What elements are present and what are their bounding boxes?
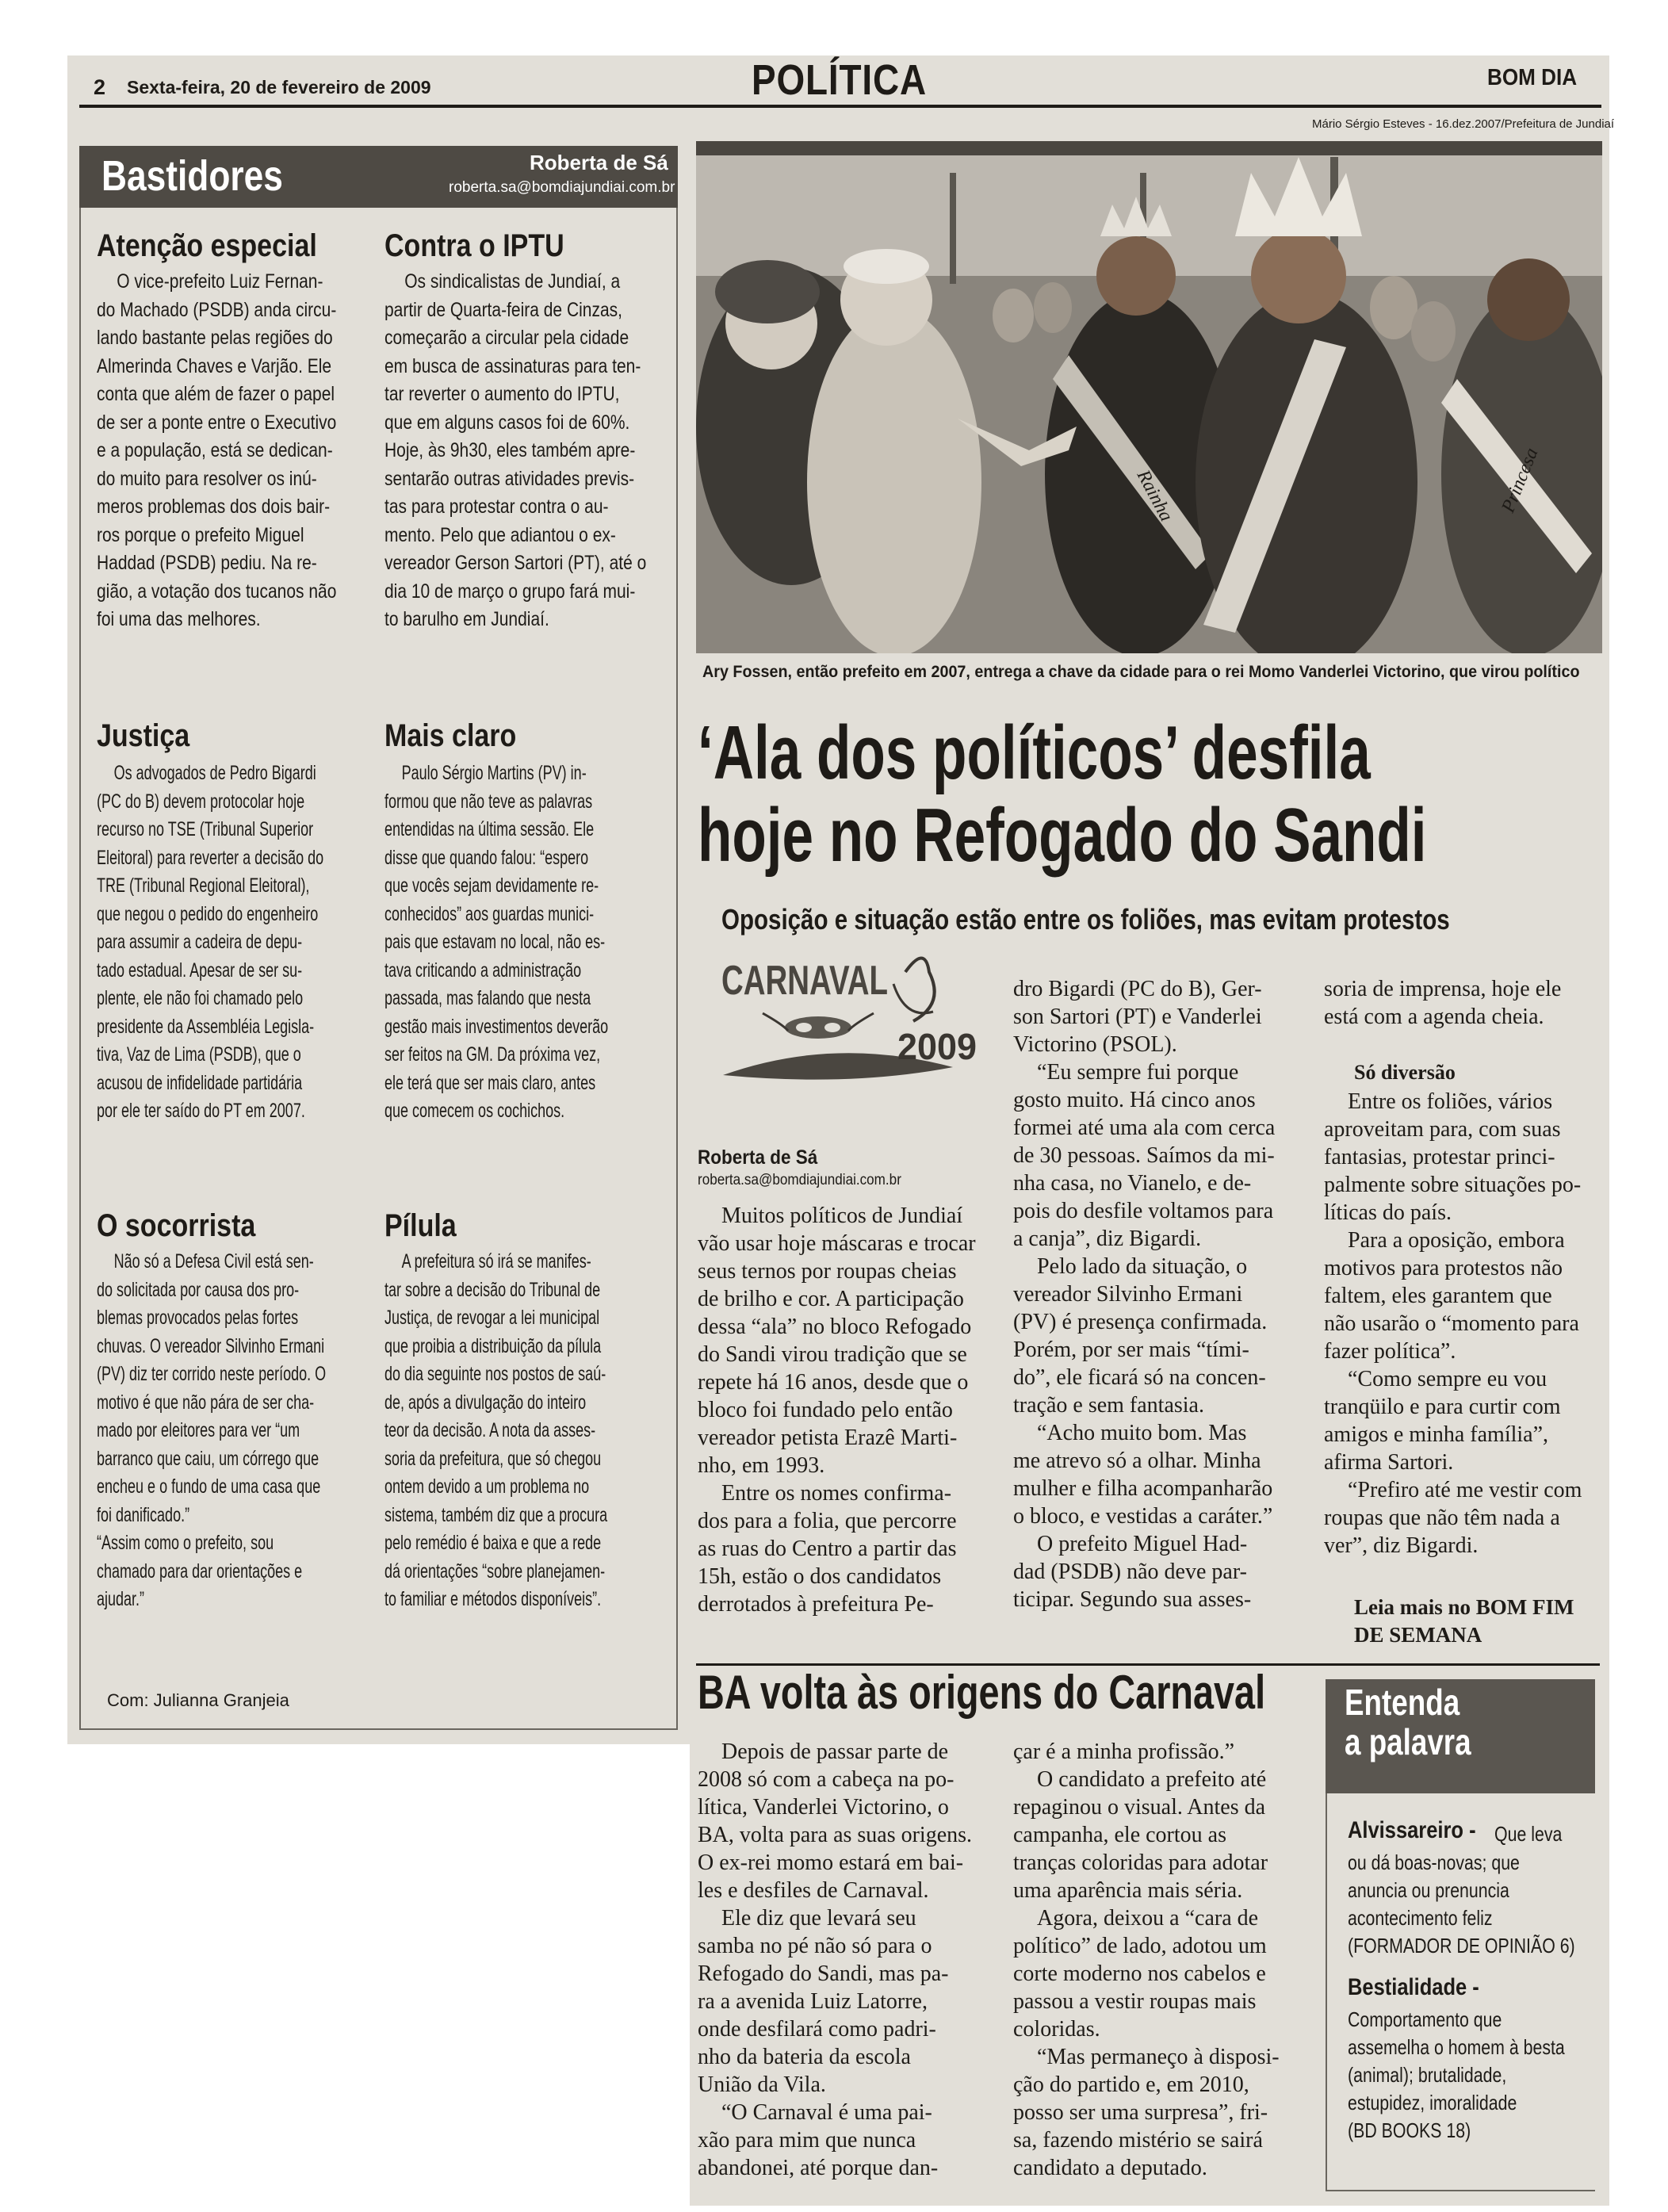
sash-princesa: Princesa — [1498, 445, 1543, 516]
sash-rainha: Rainha — [1132, 466, 1177, 526]
item-line: tiva, Vaz de Lima (PSDB), que o — [97, 1043, 301, 1066]
body-line: candidato a deputado. — [1013, 2156, 1207, 2180]
body-line: de 30 pessoas. Saímos da mi- — [1013, 1143, 1275, 1168]
item-heading: O socorrista — [97, 1208, 256, 1243]
item-line: tas para protestar contra o au- — [384, 496, 609, 518]
main-byline: Roberta de Sá — [698, 1146, 818, 1169]
main-email: roberta.sa@bomdiajundiai.com.br — [698, 1172, 901, 1188]
item-line: mado por eleitores para ver “um — [97, 1419, 300, 1441]
body-line: xão para mim que nunca — [698, 2128, 916, 2153]
item-text — [384, 268, 664, 634]
item-line: de, após a divulgação do inteiro — [384, 1391, 587, 1414]
glossary-line: acontecimento feliz — [1348, 1906, 1493, 1930]
body-line: çar é a minha profissão.” — [1013, 1739, 1235, 1764]
body-line: aproveitam para, com suas — [1324, 1117, 1561, 1142]
main-col-1 — [698, 1202, 988, 1618]
body-line: 15h, estão o dos candidatos — [698, 1564, 942, 1589]
subhead-so-diversao: Só diversão — [1354, 1061, 1456, 1084]
carnival-photo — [696, 141, 1602, 653]
main-headline — [698, 712, 1427, 877]
item-heading: Justiça — [97, 718, 190, 753]
item-line: tar sobre a decisão do Tribunal de — [384, 1278, 601, 1301]
item-text — [97, 760, 342, 1126]
body-line: lítica, Vanderlei Victorino, o — [698, 1795, 949, 1820]
item-line: do dia seguinte nos postos de saú- — [384, 1363, 606, 1385]
glossary-line: Comportamento que — [1348, 2007, 1502, 2031]
glossary-frame-bottom — [1326, 2190, 1595, 2191]
item-text — [97, 268, 337, 634]
glossary-definition — [1348, 2006, 1565, 2145]
body-line: “Mas permaneço à disposi- — [1037, 2045, 1280, 2069]
bastidores-author: Roberta de Sá — [530, 151, 668, 174]
item-line: ser feitos na GM. Da próxima vez, — [384, 1043, 601, 1066]
item-line: por ele ter saído do PT em 2007. — [97, 1100, 305, 1122]
item-line: entendidas na última sessão. Ele — [384, 818, 595, 840]
body-line: coloridas. — [1013, 2017, 1100, 2042]
item-line: encheu e o fundo de uma casa que — [97, 1475, 321, 1498]
item-line: que em alguns casos foi de 60%. — [384, 411, 630, 434]
body-line: O ex-rei momo estará em bai- — [698, 1850, 964, 1875]
item-line: do solicitada por causa dos pro- — [97, 1278, 300, 1301]
body-line: les e desfiles de Carnaval. — [698, 1878, 929, 1903]
body-line: afirma Sartori. — [1324, 1450, 1454, 1475]
body-line: não usarão o “momento para — [1324, 1311, 1579, 1336]
glossary-line: (BD BOOKS 18) — [1348, 2118, 1471, 2142]
glossary-line: anuncia ou prenuncia — [1348, 1878, 1509, 1902]
body-line: Agora, deixou a “cara de — [1037, 1906, 1259, 1931]
item-line: formou que não teve as palavras — [384, 790, 593, 813]
item-line: em busca de assinaturas para ten- — [384, 354, 641, 377]
item-line: ajudar.” — [97, 1588, 145, 1610]
body-line: as ruas do Centro a partir das — [698, 1537, 957, 1561]
glossary-title — [1345, 1682, 1471, 1762]
logo-year: 2009 — [897, 1026, 977, 1067]
glossary-title-line-1: Entenda — [1345, 1682, 1460, 1723]
body-line: dad (PSDB) não deve par- — [1013, 1559, 1247, 1584]
body-line: dos para a folia, que percorre — [698, 1509, 957, 1533]
body-line: o bloco, e vestidas a caráter.” — [1013, 1504, 1273, 1529]
item-line: sistema, também diz que a procura — [384, 1503, 608, 1526]
item-line: ros porque o prefeito Miguel — [97, 523, 304, 546]
body-line: O candidato a prefeito até — [1037, 1767, 1267, 1792]
body-line: de brilho e cor. A participação — [698, 1287, 964, 1311]
item-line: Haddad (PSDB) pediu. Na re- — [97, 552, 317, 574]
item-line: lando bastante pelas regiões do — [97, 327, 333, 349]
item-line: TRE (Tribunal Regional Eleitoral), — [97, 874, 310, 897]
item-line: plente, ele não foi chamado pelo — [97, 987, 304, 1009]
item-line: Não só a Defesa Civil está sen- — [113, 1250, 314, 1272]
item-line: A prefeitura só irá se manifes- — [401, 1250, 591, 1272]
item-line: ele terá que ser mais claro, antes — [384, 1071, 596, 1094]
item-line: passada, mas falando que nesta — [384, 987, 591, 1009]
item-line: começarão a circular pela cidade — [384, 327, 629, 349]
body-line: sa, fazendo mistério se sairá — [1013, 2128, 1263, 2153]
section-title: POLÍTICA — [752, 56, 927, 104]
item-line: barranco que caiu, um córrego que — [97, 1447, 319, 1470]
body-line: soria de imprensa, hoje ele — [1324, 977, 1562, 1001]
body-line: Porém, por ser mais “tími- — [1013, 1338, 1249, 1362]
item-line: disse que quando falou: “espero — [384, 846, 589, 869]
body-line: mulher e filha acompanharão — [1013, 1476, 1273, 1501]
body-line: vereador Silvinho Ermani — [1013, 1282, 1243, 1307]
body-line: ticipar. Segundo sua asses- — [1013, 1587, 1252, 1612]
item-line: tava criticando a administração — [384, 959, 582, 982]
body-line: está com a agenda cheia. — [1324, 1005, 1544, 1029]
body-line: Muitos políticos de Jundiaí — [721, 1204, 963, 1228]
read-more-line-2: DE SEMANA — [1354, 1623, 1482, 1647]
item-text — [384, 1248, 630, 1614]
body-line: formei até uma ala com cerca — [1013, 1116, 1276, 1140]
read-more[interactable] — [1354, 1594, 1574, 1649]
body-line: derrotados à prefeitura Pe- — [698, 1592, 934, 1617]
body-line: Entre os nomes confirma- — [721, 1481, 952, 1506]
body-line: fazer política”. — [1324, 1339, 1456, 1364]
body-line: gosto muito. Há cinco anos — [1013, 1088, 1256, 1112]
body-line: Depois de passar parte de — [721, 1739, 949, 1764]
item-line: que proibia a distribuição da pílula — [384, 1334, 602, 1357]
headline-line-2: hoje no Refogado do Sandi — [698, 793, 1427, 878]
item-line: (PV) diz ter corrido neste período. O — [97, 1363, 327, 1385]
item-line: O vice-prefeito Luiz Fernan- — [117, 270, 323, 293]
item-line: to familiar e métodos disponíveis”. — [384, 1588, 602, 1610]
body-line: campanha, ele cortou as — [1013, 1823, 1226, 1847]
item-line: gião, a votação dos tucanos não — [97, 580, 337, 603]
headline-line-1: ‘Ala dos políticos’ desfila — [698, 710, 1371, 795]
glossary-entry — [1348, 1817, 1498, 1844]
second-col-2 — [1013, 1738, 1310, 2182]
item-heading: Contra o IPTU — [384, 228, 564, 263]
item-line: foi danificado.” — [97, 1503, 190, 1526]
item-text — [97, 1248, 342, 1614]
item-line: tado estadual. Apesar de ser su- — [97, 959, 303, 982]
body-line: repaginou o visual. Antes da — [1013, 1795, 1266, 1820]
item-line: partir de Quarta-feira de Cinzas, — [384, 298, 622, 321]
item-text — [384, 760, 630, 1126]
item-line: recurso no TSE (Tribunal Superior — [97, 818, 314, 840]
body-line: repete há 16 anos, desde que o — [698, 1370, 969, 1395]
item-line: que negou o pedido do engenheiro — [97, 902, 319, 925]
item-line: Eleitoral) para reverter a decisão do — [97, 846, 324, 869]
item-line: (PC do B) devem protocolar hoje — [97, 790, 305, 813]
bastidores-frame-bottom — [79, 1728, 678, 1730]
body-line: “O Carnaval é uma pai- — [721, 2100, 932, 2125]
item-line: motivo é que não pára de ser cha- — [97, 1391, 315, 1414]
body-line: seus ternos por roupas cheias — [698, 1259, 957, 1284]
item-line: Os advogados de Pedro Bigardi — [113, 762, 316, 784]
item-line: que vocês sejam devidamente re- — [384, 874, 599, 897]
main-deck: Oposição e situação estão entre os foliões, mas evitam protestos — [721, 903, 1450, 936]
body-line: do Sandi virou tradição que se — [698, 1342, 967, 1367]
logo-word: CARNAVAL — [721, 958, 888, 1004]
body-line: amigos e minha família”, — [1324, 1422, 1549, 1447]
second-headline: BA volta às origens do Carnaval — [698, 1666, 1266, 1719]
body-line: samba no pé não só para o — [698, 1934, 932, 1958]
body-line: ra a avenida Luiz Latorre, — [698, 1989, 928, 2014]
glossary-line: estupidez, imoralidade — [1348, 2091, 1517, 2114]
item-line: Almerinda Chaves e Varjão. Ele — [97, 354, 332, 377]
item-line: teor da decisão. A nota da asses- — [384, 1419, 596, 1441]
body-line: son Sartori (PT) e Vanderlei — [1013, 1005, 1262, 1029]
body-line: Ele diz que levará seu — [721, 1906, 916, 1931]
item-line: sentarão outras atividades previs- — [384, 467, 635, 490]
body-line: Refogado do Sandi, mas pa- — [698, 1961, 949, 1986]
item-line: para assumir a cadeira de depu- — [97, 931, 303, 953]
item-line: pelo remédio é baixa e que a rede — [384, 1532, 602, 1554]
item-line: presidente da Assembléia Legisla- — [97, 1015, 315, 1038]
carnaval-logo — [715, 948, 989, 1099]
body-line: Entre os foliões, vários — [1348, 1089, 1553, 1114]
glossary-definition — [1348, 1849, 1575, 1960]
item-line: conhecidos” aos guardas munici- — [384, 902, 595, 925]
read-more-line-1: Leia mais no BOM FIM — [1354, 1595, 1574, 1619]
body-line: do”, ele ficará só na concen- — [1013, 1365, 1266, 1390]
body-line: abandonei, até porque dan- — [698, 2156, 939, 2180]
item-line: tar reverter o aumento do IPTU, — [384, 383, 620, 405]
body-line: tração e sem fantasia. — [1013, 1393, 1204, 1418]
second-col-1 — [698, 1738, 988, 2182]
photo-credit: Mário Sérgio Esteves - 16.dez.2007/Prefeitura de Jundiaí — [1312, 117, 1615, 131]
body-line: BA, volta para as suas origens. — [698, 1823, 973, 1847]
glossary-frame-left — [1326, 1793, 1327, 2190]
body-line: Victorino (PSOL). — [1013, 1032, 1177, 1057]
item-line: vereador Gerson Sartori (PT), até o — [384, 552, 647, 574]
masthead-rule — [79, 105, 1601, 108]
bastidores-title: Bastidores — [101, 152, 283, 200]
glossary-line: ou dá boas-novas; que — [1348, 1850, 1520, 1874]
item-line: chuvas. O vereador Silvinho Ermani — [97, 1334, 325, 1357]
body-line: pois do desfile voltamos para — [1013, 1199, 1274, 1223]
body-line: tranças coloridas para adotar — [1013, 1850, 1268, 1875]
body-line: O prefeito Miguel Had- — [1037, 1532, 1248, 1556]
glossary-term: Bestialidade - — [1348, 1974, 1479, 2000]
bastidores-frame-right — [676, 208, 678, 1730]
body-line: 2008 só com a cabeça na po- — [698, 1767, 955, 1792]
glossary-line: (animal); brutalidade, — [1348, 2063, 1507, 2087]
bastidores-frame-left — [79, 208, 81, 1730]
item-line: e a população, está se dedican- — [97, 439, 333, 461]
newspaper-name: BOM DIA — [1487, 65, 1578, 90]
body-line: “Prefiro até me vestir com — [1348, 1478, 1582, 1502]
photo-caption: Ary Fossen, então prefeito em 2007, entrega a chave da cidade para o rei Momo Vanderlei Victorino, que virou político — [702, 663, 1580, 681]
body-line: dessa “ala” no bloco Refogado — [698, 1315, 972, 1339]
glossary-first-def: Que leva — [1494, 1822, 1563, 1846]
main-col-2 — [1013, 975, 1310, 1613]
bastidores-email: roberta.sa@bomdiajundiai.com.br — [449, 179, 675, 196]
item-line: do Machado (PSDB) anda circu- — [97, 298, 337, 321]
item-line: Justiça, de revogar a lei municipal — [384, 1307, 600, 1329]
item-line: ontem devido a um problema no — [384, 1475, 590, 1498]
main-col-3 — [1324, 975, 1614, 1031]
carnaval-logo-art — [715, 948, 989, 1099]
item-line: Os sindicalistas de Jundiaí, a — [404, 270, 621, 293]
body-line: União da Vila. — [698, 2072, 826, 2097]
body-line: tranqüilo e para curtir com — [1324, 1395, 1561, 1419]
item-line: to barulho em Jundiaí. — [384, 608, 549, 630]
main-col-3b — [1324, 1088, 1614, 1559]
body-line: motivos para protestos não — [1324, 1256, 1563, 1280]
item-line: conta que além de fazer o papel — [97, 383, 335, 405]
item-line: blemas provocados pelas fortes — [97, 1307, 299, 1329]
item-line: pais que estavam no local, não es- — [384, 931, 606, 953]
body-line: faltem, eles garantem que — [1324, 1284, 1552, 1308]
item-line: mento. Pelo que adiantou o ex- — [384, 523, 616, 546]
body-line: (PV) é presença confirmada. — [1013, 1310, 1268, 1334]
glossary-title-line-2: a palavra — [1345, 1721, 1471, 1762]
item-line: meros problemas dos dois bair- — [97, 496, 331, 518]
page-date: Sexta-feira, 20 de fevereiro de 2009 — [127, 77, 431, 98]
item-heading: Atenção especial — [97, 228, 317, 263]
body-line: corte moderno nos cabelos e — [1013, 1961, 1266, 1986]
body-line: roupas que não têm nada a — [1324, 1506, 1560, 1530]
body-line: vão usar hoje máscaras e trocar — [698, 1231, 976, 1256]
body-line: nha casa, no Vianelo, e de- — [1013, 1171, 1252, 1196]
photo-scene — [696, 141, 1602, 653]
body-line: a canja”, diz Bigardi. — [1013, 1227, 1202, 1251]
item-line: dia 10 de março o grupo fará mui- — [384, 580, 636, 603]
item-heading: Pílula — [384, 1208, 457, 1243]
body-line: nho, em 1993. — [698, 1453, 825, 1478]
item-line: chamado para dar orientações e — [97, 1559, 303, 1582]
body-line: ção do partido e, em 2010, — [1013, 2072, 1249, 2097]
item-line: de ser a ponte entre o Executivo — [97, 411, 337, 434]
item-heading: Mais claro — [384, 718, 517, 753]
body-line: bloco foi fundado pelo então — [698, 1398, 953, 1422]
item-line: gestão mais investimentos deverão — [384, 1015, 609, 1038]
body-line: dro Bigardi (PC do B), Ger- — [1013, 977, 1262, 1001]
page-number: 2 — [94, 75, 106, 99]
body-line: posso ser uma surpresa”, fri- — [1013, 2100, 1268, 2125]
body-line: “Como sempre eu vou — [1348, 1367, 1547, 1391]
bastidores-footer: Com: Julianna Granjeia — [107, 1690, 289, 1710]
body-line: nho da bateria da escola — [698, 2045, 911, 2069]
item-line: do muito para resolver os inú- — [97, 467, 317, 490]
body-line: me atrevo só a olhar. Minha — [1013, 1449, 1261, 1473]
body-line: líticas do país. — [1324, 1200, 1452, 1225]
item-line: Paulo Sérgio Martins (PV) in- — [401, 762, 587, 784]
glossary-line: (FORMADOR DE OPINIÃO 6) — [1348, 1934, 1575, 1958]
item-line: Hoje, às 9h30, eles também apre- — [384, 439, 636, 461]
item-line: dá orientações “sobre planejamen- — [384, 1559, 606, 1582]
body-line: político” de lado, adotou um — [1013, 1934, 1267, 1958]
body-line: ver”, diz Bigardi. — [1324, 1533, 1479, 1558]
item-line: que comecem os cochichos. — [384, 1100, 565, 1122]
body-line: onde desfilará como padri- — [698, 2017, 936, 2042]
item-line: soria da prefeitura, que só chegou — [384, 1447, 602, 1470]
body-line: “Eu sempre fui porque — [1037, 1060, 1239, 1085]
body-line: uma aparência mais séria. — [1013, 1878, 1243, 1903]
body-line: passou a vestir roupas mais — [1013, 1989, 1257, 2014]
body-line: vereador petista Erazê Marti- — [698, 1426, 958, 1450]
body-line: Pelo lado da situação, o — [1037, 1254, 1248, 1279]
body-line: palmente sobre situações po- — [1324, 1173, 1582, 1197]
body-line: fantasias, protestar princi- — [1324, 1145, 1555, 1169]
glossary-line: assemelha o homem à besta — [1348, 2035, 1565, 2059]
item-line: “Assim como o prefeito, sou — [97, 1532, 274, 1554]
item-line: foi uma das melhores. — [97, 608, 261, 630]
body-line: Para a oposição, embora — [1348, 1228, 1565, 1253]
item-line: acusou de infidelidade partidária — [97, 1071, 303, 1094]
glossary-term: Alvissareiro - — [1348, 1817, 1476, 1843]
body-line: “Acho muito bom. Mas — [1037, 1421, 1247, 1445]
